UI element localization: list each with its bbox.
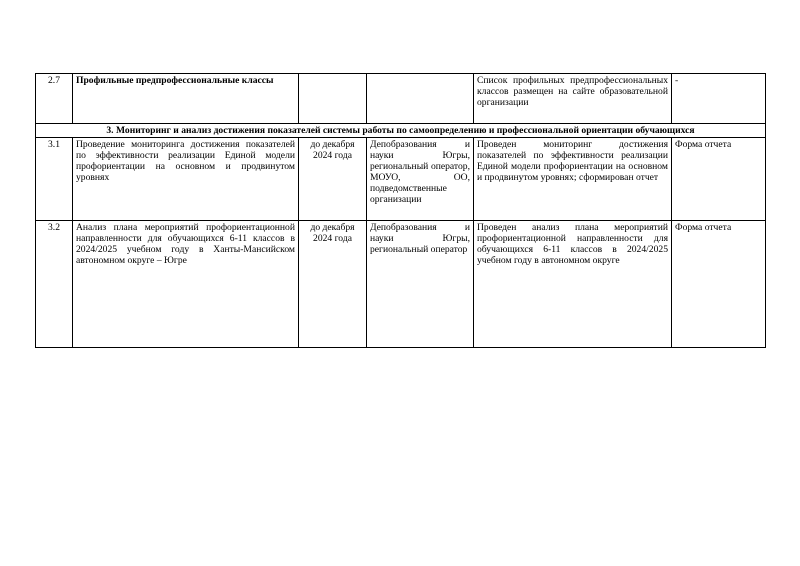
section-title: 3. Мониторинг и анализ достижения показателей системы работы по самоопределению и профессиональной ориентации обучающихся bbox=[36, 124, 766, 138]
report-cell: Форма отчета bbox=[672, 221, 766, 348]
activity-cell: Профильные предпрофессиональные классы bbox=[73, 74, 299, 124]
result-cell: Проведен мониторинг достижения показателей по эффективности реализации Единой модели профориентации на основном и продвинутом уровнях; сформирован отчет bbox=[474, 138, 672, 221]
report-cell: - bbox=[672, 74, 766, 124]
activity-cell: Проведение мониторинга достижения показателей по эффективности реализации Единой модели профориентации на основном и продвинутом уровнях bbox=[73, 138, 299, 221]
table-row-2-7 bbox=[36, 74, 766, 124]
report-cell: Форма отчета bbox=[672, 138, 766, 221]
deadline-cell: до декабря 2024 года bbox=[299, 138, 367, 221]
responsible-cell: Депобразования и науки Югры, региональный оператор, МОУО, ОО, подведомственные организации bbox=[367, 138, 474, 221]
result-cell: Проведен анализ плана мероприятий профориентационной направленности для обучающихся 6-11 классов в 2024/2025 учебном году в автономном округе bbox=[474, 221, 672, 348]
row-number: 3.1 bbox=[36, 138, 73, 221]
result-cell: Список профильных предпрофессиональных классов размещен на сайте образовательной организации bbox=[474, 74, 672, 124]
section-header-row bbox=[36, 124, 766, 138]
row-number: 3.2 bbox=[36, 221, 73, 348]
activity-plan-table bbox=[35, 73, 766, 348]
table-row-3-1 bbox=[36, 138, 766, 221]
responsible-cell bbox=[367, 74, 474, 124]
activity-cell: Анализ плана мероприятий профориентационной направленности для обучающихся 6-11 классов в 2024/2025 учебном году в Ханты-Мансийском автономном округе – Югре bbox=[73, 221, 299, 348]
responsible-cell: Депобразования и науки Югры, региональный оператор bbox=[367, 221, 474, 348]
table-row-3-2 bbox=[36, 221, 766, 348]
row-number: 2.7 bbox=[36, 74, 73, 124]
deadline-cell: до декабря 2024 года bbox=[299, 221, 367, 348]
deadline-cell bbox=[299, 74, 367, 124]
